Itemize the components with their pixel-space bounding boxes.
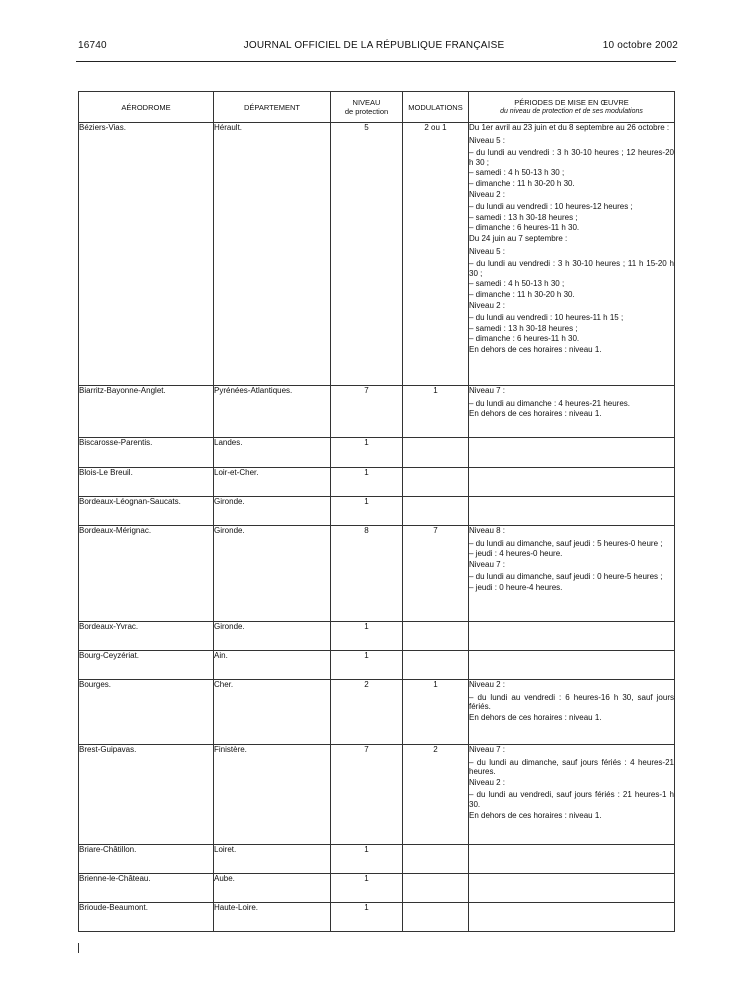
periodes-cell bbox=[469, 845, 675, 874]
period-detail: – du lundi au dimanche, sauf jeudi : 5 heures-0 heure ; bbox=[469, 538, 663, 548]
period-heading: Du 1er avril au 23 juin et du 8 septembre au 26 octobre : bbox=[469, 123, 670, 132]
table-row bbox=[79, 123, 675, 386]
modulations-cell bbox=[403, 874, 469, 903]
header-aerodrome: AÉRODROME bbox=[79, 92, 214, 123]
table-header-row bbox=[79, 92, 675, 123]
period-heading: Niveau 7 : bbox=[469, 386, 506, 395]
header-departement: DÉPARTEMENT bbox=[214, 92, 331, 123]
aerodrome-cell: Blois-Le Breuil. bbox=[79, 468, 214, 497]
periodes-cell bbox=[469, 622, 675, 651]
modulations-cell bbox=[403, 845, 469, 874]
period-heading: Niveau 2 : bbox=[469, 680, 506, 689]
modulations-cell: 1 bbox=[403, 386, 469, 438]
departement-cell: Landes. bbox=[214, 438, 331, 468]
period-detail: – du lundi au vendredi : 3 h 30-10 heures ; 11 h 15-20 h 30 ; bbox=[469, 259, 674, 278]
period-detail: – samedi : 4 h 50-13 h 30 ; bbox=[469, 279, 565, 289]
period-detail: – du lundi au vendredi : 10 heures-11 h 15 ; bbox=[469, 313, 624, 323]
departement-cell: Cher. bbox=[214, 680, 331, 745]
aerodrome-cell: Biarritz-Bayonne-Anglet. bbox=[79, 386, 214, 438]
niveau-cell: 2 bbox=[331, 680, 403, 745]
departement-cell: Hérault. bbox=[214, 123, 331, 386]
periodes-cell bbox=[469, 468, 675, 497]
modulations-cell: 7 bbox=[403, 526, 469, 622]
modulations-cell bbox=[403, 622, 469, 651]
page-number: 16740 bbox=[78, 40, 107, 51]
period-heading: Niveau 7 : bbox=[469, 745, 506, 754]
journal-title: JOURNAL OFFICIEL DE LA RÉPUBLIQUE FRANÇAISE bbox=[243, 40, 505, 51]
niveau-cell: 1 bbox=[331, 651, 403, 680]
niveau-cell: 7 bbox=[331, 745, 403, 845]
period-detail: – jeudi : 0 heure-4 heures. bbox=[469, 582, 563, 592]
publication-date: 10 octobre 2002 bbox=[602, 40, 678, 51]
period-heading: Niveau 2 : bbox=[469, 189, 506, 199]
departement-cell: Aube. bbox=[214, 874, 331, 903]
modulations-cell bbox=[403, 438, 469, 468]
header-modulations: MODULATIONS bbox=[403, 92, 469, 123]
table-row bbox=[79, 438, 675, 468]
departement-cell: Ain. bbox=[214, 651, 331, 680]
periodes-cell bbox=[469, 745, 675, 845]
niveau-cell: 1 bbox=[331, 903, 403, 932]
period-heading: Niveau 8 : bbox=[469, 526, 506, 535]
aerodrome-cell: Bourg-Ceyzériat. bbox=[79, 651, 214, 680]
aerodrome-cell: Bourges. bbox=[79, 680, 214, 745]
header-periodes-line2: du niveau de protection et de ses modulations bbox=[500, 108, 643, 115]
period-detail: – dimanche : 6 heures-11 h 30. bbox=[469, 334, 580, 344]
modulations-cell: 1 bbox=[403, 680, 469, 745]
header-periodes-line1: PÉRIODES DE MISE EN ŒUVRE bbox=[514, 98, 629, 107]
niveau-cell: 1 bbox=[331, 874, 403, 903]
period-detail: – du lundi au vendredi : 3 h 30-10 heures ; 12 heures-20 h 30 ; bbox=[469, 148, 674, 167]
header-periodes bbox=[469, 92, 675, 123]
period-heading: En dehors de ces horaires : niveau 1. bbox=[469, 810, 602, 820]
aerodrome-table bbox=[78, 91, 675, 932]
header-niveau-line2: de protection bbox=[344, 107, 389, 116]
periodes-cell bbox=[469, 680, 675, 745]
period-heading: En dehors de ces horaires : niveau 1. bbox=[469, 344, 602, 354]
niveau-cell: 1 bbox=[331, 468, 403, 497]
period-heading: Niveau 5 : bbox=[469, 135, 506, 145]
modulations-cell: 2 ou 1 bbox=[403, 123, 469, 386]
period-detail: – dimanche : 11 h 30-20 h 30. bbox=[469, 289, 575, 299]
period-heading: Niveau 2 : bbox=[469, 777, 506, 787]
period-detail: – dimanche : 11 h 30-20 h 30. bbox=[469, 178, 575, 188]
table-row bbox=[79, 386, 675, 438]
periodes-cell bbox=[469, 123, 675, 386]
aerodrome-cell: Bordeaux-Léognan-Saucats. bbox=[79, 497, 214, 526]
header-rule bbox=[76, 61, 676, 62]
aerodrome-cell: Brest-Guipavas. bbox=[79, 745, 214, 845]
aerodrome-cell: Biscarosse-Parentis. bbox=[79, 438, 214, 468]
period-heading: Niveau 2 : bbox=[469, 300, 506, 310]
periodes-cell bbox=[469, 651, 675, 680]
modulations-cell bbox=[403, 468, 469, 497]
period-detail: – jeudi : 4 heures-0 heure. bbox=[469, 549, 563, 559]
aerodrome-cell: Bordeaux-Yvrac. bbox=[79, 622, 214, 651]
table-row bbox=[79, 622, 675, 651]
niveau-cell: 1 bbox=[331, 845, 403, 874]
period-heading: Niveau 7 : bbox=[469, 559, 506, 569]
modulations-cell bbox=[403, 903, 469, 932]
periodes-cell bbox=[469, 903, 675, 932]
period-heading: En dehors de ces horaires : niveau 1. bbox=[469, 409, 602, 419]
header-niveau-line1: NIVEAU bbox=[352, 98, 381, 107]
modulations-cell bbox=[403, 651, 469, 680]
table-row bbox=[79, 680, 675, 745]
table-row bbox=[79, 497, 675, 526]
niveau-cell: 1 bbox=[331, 497, 403, 526]
aerodrome-cell: Béziers-Vias. bbox=[79, 123, 214, 386]
periodes-cell bbox=[469, 438, 675, 468]
periodes-cell bbox=[469, 874, 675, 903]
period-detail: – samedi : 13 h 30-18 heures ; bbox=[469, 323, 578, 333]
niveau-cell: 7 bbox=[331, 386, 403, 438]
aerodrome-cell: Brioude-Beaumont. bbox=[79, 903, 214, 932]
table-row bbox=[79, 874, 675, 903]
table-row bbox=[79, 651, 675, 680]
niveau-cell: 5 bbox=[331, 123, 403, 386]
aerodrome-cell: Brienne-le-Château. bbox=[79, 874, 214, 903]
period-heading: En dehors de ces horaires : niveau 1. bbox=[469, 712, 602, 722]
niveau-cell: 8 bbox=[331, 526, 403, 622]
modulations-cell: 2 bbox=[403, 745, 469, 845]
niveau-cell: 1 bbox=[331, 438, 403, 468]
departement-cell: Pyrénées-Atlantiques. bbox=[214, 386, 331, 438]
period-detail: – du lundi au dimanche, sauf jeudi : 0 heure-5 heures ; bbox=[469, 572, 663, 582]
departement-cell: Gironde. bbox=[214, 497, 331, 526]
period-detail: – du lundi au vendredi : 6 heures-16 h 30, sauf jours fériés. bbox=[469, 692, 674, 712]
period-detail: – du lundi au vendredi, sauf jours fériés : 21 heures-1 h 30. bbox=[469, 790, 674, 809]
table-row bbox=[79, 745, 675, 845]
departement-cell: Loiret. bbox=[214, 845, 331, 874]
period-heading: Du 24 juin au 7 septembre : bbox=[469, 233, 568, 243]
periodes-cell bbox=[469, 386, 675, 438]
departement-cell: Haute-Loire. bbox=[214, 903, 331, 932]
period-detail: – samedi : 13 h 30-18 heures ; bbox=[469, 212, 578, 222]
header-niveau bbox=[331, 92, 403, 123]
aerodrome-cell: Bordeaux-Mérignac. bbox=[79, 526, 214, 622]
departement-cell: Gironde. bbox=[214, 526, 331, 622]
departement-cell: Gironde. bbox=[214, 622, 331, 651]
period-heading: Niveau 5 : bbox=[469, 246, 506, 256]
table-row bbox=[79, 903, 675, 932]
aerodrome-cell: Briare-Châtillon. bbox=[79, 845, 214, 874]
period-detail: – du lundi au dimanche : 4 heures-21 heures. bbox=[469, 398, 630, 408]
period-detail: – du lundi au dimanche, sauf jours fériés : 4 heures-21 heures. bbox=[469, 757, 674, 777]
table-row bbox=[79, 526, 675, 622]
table-row bbox=[79, 845, 675, 874]
departement-cell: Loir-et-Cher. bbox=[214, 468, 331, 497]
period-detail: – du lundi au vendredi : 10 heures-12 heures ; bbox=[469, 202, 633, 212]
modulations-cell bbox=[403, 497, 469, 526]
period-detail: – samedi : 4 h 50-13 h 30 ; bbox=[469, 168, 565, 178]
niveau-cell: 1 bbox=[331, 622, 403, 651]
table-continuation-mark bbox=[78, 943, 79, 953]
periodes-cell bbox=[469, 497, 675, 526]
period-detail: – dimanche : 6 heures-11 h 30. bbox=[469, 223, 580, 233]
departement-cell: Finistère. bbox=[214, 745, 331, 845]
periodes-cell bbox=[469, 526, 675, 622]
table-row bbox=[79, 468, 675, 497]
